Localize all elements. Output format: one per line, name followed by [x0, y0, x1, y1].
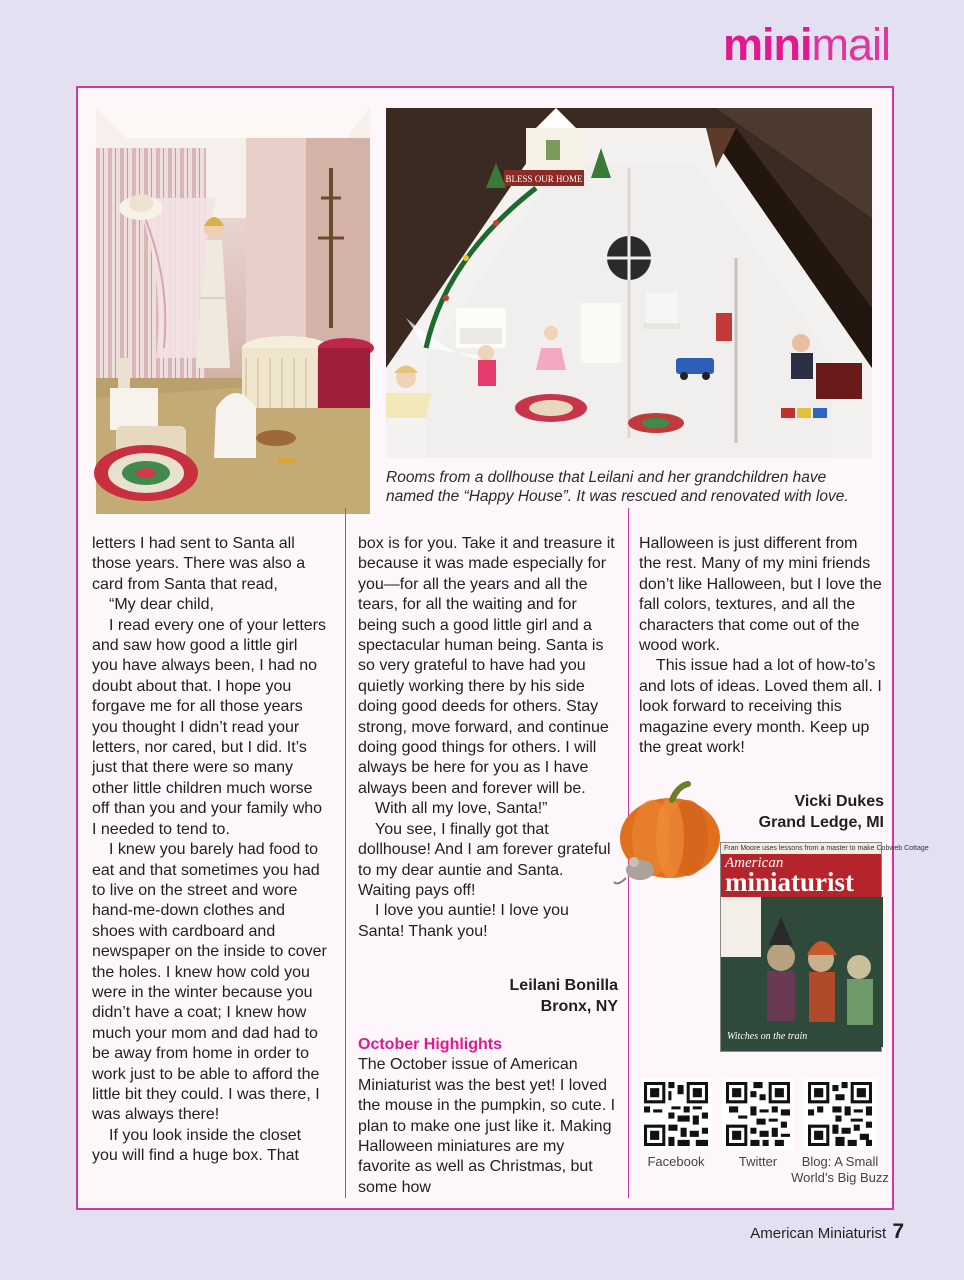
- blog-link[interactable]: Blog: A Small World’s Big Buzz: [791, 1154, 889, 1185]
- bedroom-illustration: [96, 108, 370, 514]
- dollhouse-illustration: [386, 108, 872, 458]
- paragraph: “My dear child,: [109, 596, 214, 614]
- blog-qr-code[interactable]: [804, 1078, 876, 1150]
- paragraph: Halloween is just different from the rest. Many of my mini friends don’t like Halloween, but I love the fall colors, textures, and all the characters that come out of the wood work.: [639, 535, 882, 655]
- pumpkin-mouse-image: [612, 778, 724, 896]
- twitter-link[interactable]: Twitter: [738, 1154, 778, 1169]
- cover-tagline: Fran Moore uses lessons from a master to make Cobweb Cottage: [721, 843, 881, 854]
- dollhouse-photo: [386, 108, 872, 458]
- paragraph: I knew you barely had food to eat and that sometimes you had to live on the street and wore hand-me-down clothes and shoes with cardboard and newspaper on the inside to cover the holes. I knew how cold you were in the winter because you didn’t have a coat; I knew how much your mom and dad had to be away from home in order to work just to be able to afford the little bit they could. I was there, I was always there!: [92, 841, 327, 1124]
- page-footer: [750, 1220, 904, 1244]
- section-title-mini: mini: [722, 19, 812, 70]
- qr-code-icon: [726, 1082, 790, 1146]
- section-title-mail: mail: [811, 19, 890, 70]
- page-number: 7: [892, 1220, 904, 1243]
- cover-witches-illustration: [721, 897, 883, 1047]
- highlights-heading: October Highlights: [358, 1035, 502, 1053]
- paragraph: letters I had sent to Santa all those years. There was also a card from Santa that read,: [92, 535, 306, 593]
- qr-code-icon: [808, 1082, 872, 1146]
- paragraph: If you look inside the closet you will find a huge box. That: [92, 1126, 302, 1165]
- twitter-qr-code[interactable]: [722, 1078, 794, 1150]
- photo-caption: Rooms from a dollhouse that Leilani and her grandchildren have named the “Happy House”. It was rescued and renovated with love.: [386, 469, 849, 505]
- facebook-link[interactable]: Facebook: [647, 1154, 705, 1169]
- bedroom-photo: [96, 108, 370, 514]
- paragraph: box is for you. Take it and treasure it because it was made especially for you—for all the years and all the tears, for all the waiting and for being such a good little girl and a spectacular human being. Santa is so very grateful to have had you quietly working there by his side doing good deeds for others. Stay strong, move forward, and continue doing good things for others. I will always be here for you as I have always been and forever will be.: [358, 535, 615, 797]
- facebook-qr-code[interactable]: [640, 1078, 712, 1150]
- paragraph: I love you auntie! I love you Santa! Thank you!: [358, 902, 569, 940]
- paragraph: With all my love, Santa!”: [375, 800, 548, 818]
- paragraph: I read every one of your letters and saw how good a little girl you have always been, I had no doubt about that. I hope you forgave me for all those years you thought I didn’t read your letters, nor cared, but I did. It’s just that there were so many other little children much worse off than you and your family who I needed to tend to.: [92, 616, 326, 838]
- paragraph: The October issue of American Miniaturist was the best yet! I loved the mouse in the pumpkin, so cute. I plan to make one just like it. Making Halloween miniatures are my favorite as well as Christmas, but some how: [358, 1056, 616, 1196]
- section-title: [722, 19, 890, 70]
- cover-masthead: [721, 854, 881, 897]
- signature-place: Grand Ledge, MI: [758, 813, 884, 831]
- signature-name: Vicki Dukes: [794, 793, 884, 811]
- column-1: [92, 534, 327, 1167]
- qr-code-icon: [644, 1082, 708, 1146]
- letter-signature-1: [358, 976, 618, 1017]
- bless-our-home-sign: BLESS OUR HOME: [505, 174, 583, 184]
- signature-place: Bronx, NY: [540, 997, 618, 1015]
- cover-title-american: American: [725, 855, 784, 871]
- paragraph: This issue had a lot of how-to’s and lots of ideas. Loved them all. I look forward to receiving this magazine every month. Keep up the great work!: [639, 657, 882, 757]
- magazine-name: American Miniaturist: [750, 1225, 887, 1242]
- letters-frame: [76, 86, 929, 1210]
- column-divider: [345, 508, 346, 1198]
- paragraph: You see, I finally got that dollhouse! And I am forever grateful to my dear auntie and Santa. Waiting pays off!: [358, 820, 611, 899]
- magazine-cover: [720, 842, 929, 1052]
- cover-title-miniaturist: miniaturist: [725, 867, 855, 897]
- cover-footer-text: Witches on the train: [727, 1031, 808, 1042]
- column-2: [358, 534, 618, 1198]
- signature-name: Leilani Bonilla: [509, 977, 618, 995]
